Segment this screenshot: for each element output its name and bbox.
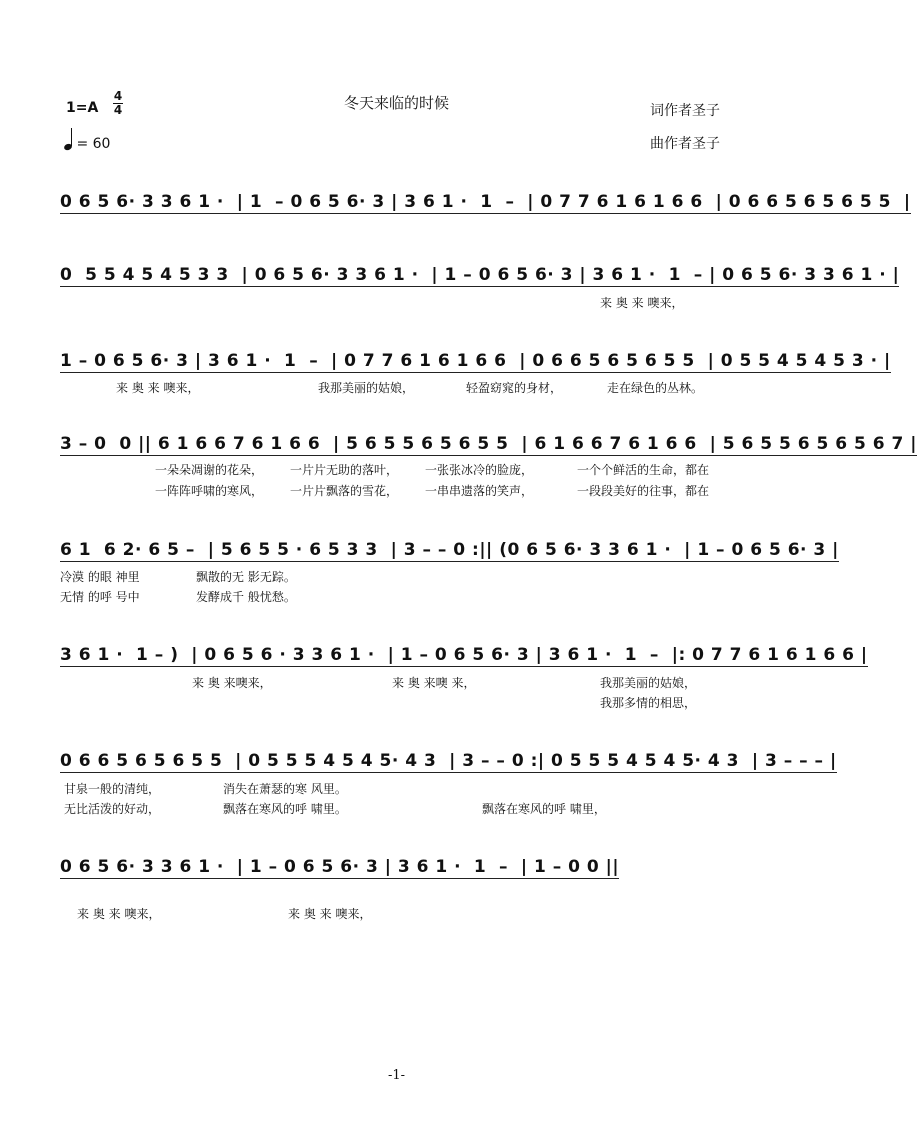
- notation-system-1: 0 6 5 6· 3 3 6 1 · | 1 – 0 6 5 6· 3 | 3 6 1 · 1 – | 0 7 7 6 1 6 1 6 6 | 0 6 6 5 6 5 6 5 5 |: [60, 192, 911, 212]
- lyric-line: 我那美丽的姑娘，: [318, 381, 415, 395]
- lyric-line: 发酵成千 般忧愁。: [196, 590, 296, 604]
- lyric-line: 飘落在寒风的呼 啸里。: [223, 802, 347, 816]
- lyric-line: 无比活泼的好动，: [64, 802, 161, 816]
- notation-system-4: 3 – 0 0 || 6 1 6 6 7 6 1 6 6 | 5 6 5 5 6 5 6 5 5 | 6 1 6 6 7 6 1 6 6 | 5 6 5 5 6 5 6 5 6 7 |: [60, 434, 917, 454]
- lyric-line: 一片片无助的落叶，: [290, 463, 399, 477]
- tempo-marking: [64, 128, 110, 152]
- lyric-line: 来 奥 来噢来，: [192, 676, 272, 690]
- lyric-line: 一片片飘落的雪花，: [290, 484, 399, 498]
- lyric-line: 来 奥 来噢 来，: [392, 676, 476, 690]
- notation-system-5: 6 1 6 2· 6 5 – | 5 6 5 5 · 6 5 3 3 | 3 – – 0 :|| (0 6 5 6· 3 3 6 1 · | 1 – 0 6 5 6· 3 |: [60, 540, 839, 560]
- lyricist-credit: 词作者圣子: [650, 103, 720, 119]
- lyric-line: 飘散的无 影无踪。: [196, 570, 296, 584]
- time-signature-bottom: 4: [113, 103, 123, 117]
- song-title: 冬天来临的时候: [343, 94, 449, 112]
- tempo-value: = 60: [76, 136, 111, 152]
- composer-credit: 曲作者圣子: [650, 136, 720, 152]
- notation-system-7: 0 6 6 5 6 5 6 5 5 | 0 5 5 5 4 5 4 5· 4 3 | 3 – – 0 :| 0 5 5 5 4 5 4 5· 4 3 | 3 – – – |: [60, 751, 837, 771]
- time-signature-top: 4: [113, 89, 123, 103]
- lyric-line: 飘落在寒风的呼 啸里，: [482, 802, 606, 816]
- lyric-line: 甘泉一般的清纯，: [64, 782, 161, 796]
- lyric-line: 一段段美好的往事，都在: [577, 484, 710, 498]
- lyric-line: 无情 的呼 号中: [60, 590, 140, 604]
- notation-system-6: 3 6 1 · 1 – ) | 0 6 5 6 · 3 3 6 1 · | 1 – 0 6 5 6· 3 | 3 6 1 · 1 – |: 0 7 7 6 1 6 1 6 6 |: [60, 645, 868, 665]
- lyric-line: 走在绿色的丛林。: [607, 381, 704, 395]
- notation-system-2: 0 5 5 4 5 4 5 3 3 | 0 6 5 6· 3 3 6 1 · | 1 – 0 6 5 6· 3 | 3 6 1 · 1 – | 0 6 5 6· 3 3 6 1 · |: [60, 265, 900, 285]
- notation-system-3: 1 – 0 6 5 6· 3 | 3 6 1 · 1 – | 0 7 7 6 1 6 1 6 6 | 0 6 6 5 6 5 6 5 5 | 0 5 5 4 5 4 5 3 · |: [60, 351, 891, 371]
- lyric-line: 一张张冰冷的脸庞，: [425, 463, 534, 477]
- page-number: -1-: [387, 1068, 406, 1083]
- lyric-line: 我那多情的相思，: [600, 696, 697, 710]
- lyric-line: 一朵朵凋谢的花朵，: [155, 463, 264, 477]
- key-signature: 1=A: [66, 100, 99, 116]
- lyric-line: 来 奥 来 噢来，: [116, 381, 200, 395]
- notation-system-8: 0 6 5 6· 3 3 6 1 · | 1 – 0 6 5 6· 3 | 3 6 1 · 1 – | 1 – 0 0 ||: [60, 857, 620, 877]
- lyric-line: 我那美丽的姑娘，: [600, 676, 697, 690]
- quarter-note-icon: [63, 143, 73, 151]
- lyric-line: 来 奥 来 噢来，: [77, 907, 161, 921]
- lyric-line: 轻盈窈窕的身材，: [466, 381, 563, 395]
- lyric-line: 一个个鲜活的生命，都在: [577, 463, 710, 477]
- lyric-line: 冷漠 的眼 神里: [60, 570, 140, 584]
- lyric-line: 来 奥 来 噢来，: [600, 296, 684, 310]
- lyric-line: 一阵阵呼啸的寒风，: [155, 484, 264, 498]
- lyric-line: 消失在萧瑟的寒 风里。: [223, 782, 347, 796]
- lyric-line: 来 奥 来 噢来，: [288, 907, 372, 921]
- lyric-line: 一串串遗落的笑声，: [425, 484, 534, 498]
